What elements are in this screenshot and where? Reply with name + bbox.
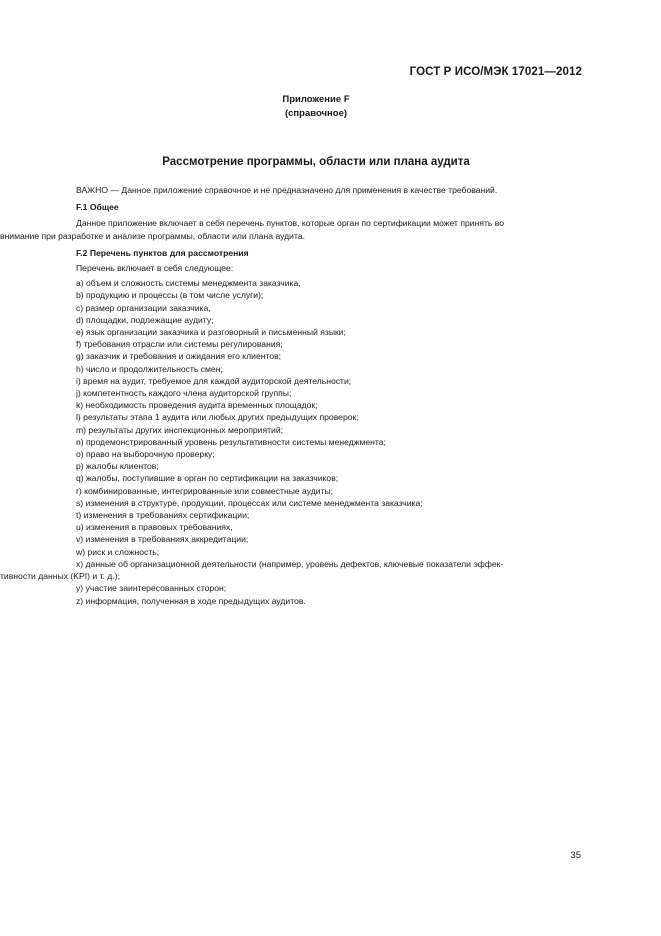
list-item: b) продукцию и процессы (в том числе услуги); (76, 290, 264, 301)
section-heading-f2: F.2 Перечень пунктов для рассмотрения (76, 247, 249, 258)
document-body (0, 184, 582, 607)
paragraph-line: внимание при разработке и анализе программы, области или плана аудита. (0, 230, 305, 241)
list-item: f) требования отрасли или системы регулирования; (76, 339, 283, 350)
list-item: c) размер организации заказчика, (76, 302, 211, 313)
list-item: w) риск и сложность; (76, 546, 160, 557)
page-title: Рассмотрение программы, области или плана аудита (162, 156, 470, 168)
list-item-x (0, 558, 582, 582)
list-item: a) объем и сложность системы менеджмента заказчика, (76, 278, 301, 289)
list-item: u) изменения в правовых требованиях, (76, 522, 233, 533)
list-item: p) жалобы клиентов; (76, 461, 159, 472)
page-number: 35 (570, 850, 581, 861)
list-item: d) площадки, подлежащие аудиту; (76, 314, 214, 325)
list-item: y) участие заинтересованных сторон; (76, 583, 227, 594)
appendix-type: (справочное) (284, 108, 348, 119)
list-item: r) комбинированные, интегрированные или совместные аудиты; (76, 485, 334, 496)
list-item-line: тивности данных (KPI) и т. д.); (0, 571, 120, 582)
items-list (0, 277, 582, 606)
list-item: h) число и продолжительность смен; (76, 363, 223, 374)
list-item: s) изменения в структуре, продукции, процессах или системе менеджмента заказчика; (76, 497, 423, 508)
list-item: o) право на выборочную проверку; (76, 449, 215, 460)
list-item: v) изменения в требованиях аккредитации; (76, 534, 249, 545)
section-f1-paragraph (0, 217, 582, 241)
list-item: k) необходимость проведения аудита временных площадок; (76, 400, 318, 411)
list-item: j) компетентность каждого члена аудиторской группы; (76, 388, 292, 399)
list-item: i) время на аудит, требуемое для каждой аудиторской деятельности; (76, 375, 352, 386)
list-item-line: x) данные об организационной деятельности (например, уровень дефектов, ключевые показатели эффек- (76, 558, 504, 569)
appendix-label: Приложение F (282, 94, 350, 105)
list-item: q) жалобы, поступившие в орган по сертификации на заказчиков; (76, 473, 339, 484)
important-note: ВАЖНО — Данное приложение справочное и не предназначено для применения в качестве требований. (76, 185, 498, 195)
list-item: m) результаты других инспекционных мероприятий; (76, 424, 284, 435)
list-item: n) продемонстрированный уровень результативности системы менеджмента; (76, 436, 386, 447)
list-intro: Перечень включает в себя следующее: (76, 263, 234, 274)
list-item: e) язык организации заказчика и разговорный и письменный языки; (76, 327, 346, 338)
appendix-heading (0, 93, 632, 121)
list-item: g) заказчик и требования и ожидания его клиентов; (76, 351, 282, 362)
section-heading-f1: F.1 Общее (76, 202, 119, 213)
list-item: l) результаты этапа 1 аудита или любых других предыдущих проверок; (76, 412, 359, 423)
document-code: ГОСТ Р ИСО/МЭК 17021—2012 (409, 66, 582, 78)
paragraph-line: Данное приложение включает в себя перечень пунктов, которые орган по сертификации может принять во (76, 218, 505, 229)
list-item: t) изменения в требованиях сертификации; (76, 510, 250, 521)
list-item: z) информация, полученная в ходе предыдущих аудитов. (76, 595, 306, 606)
